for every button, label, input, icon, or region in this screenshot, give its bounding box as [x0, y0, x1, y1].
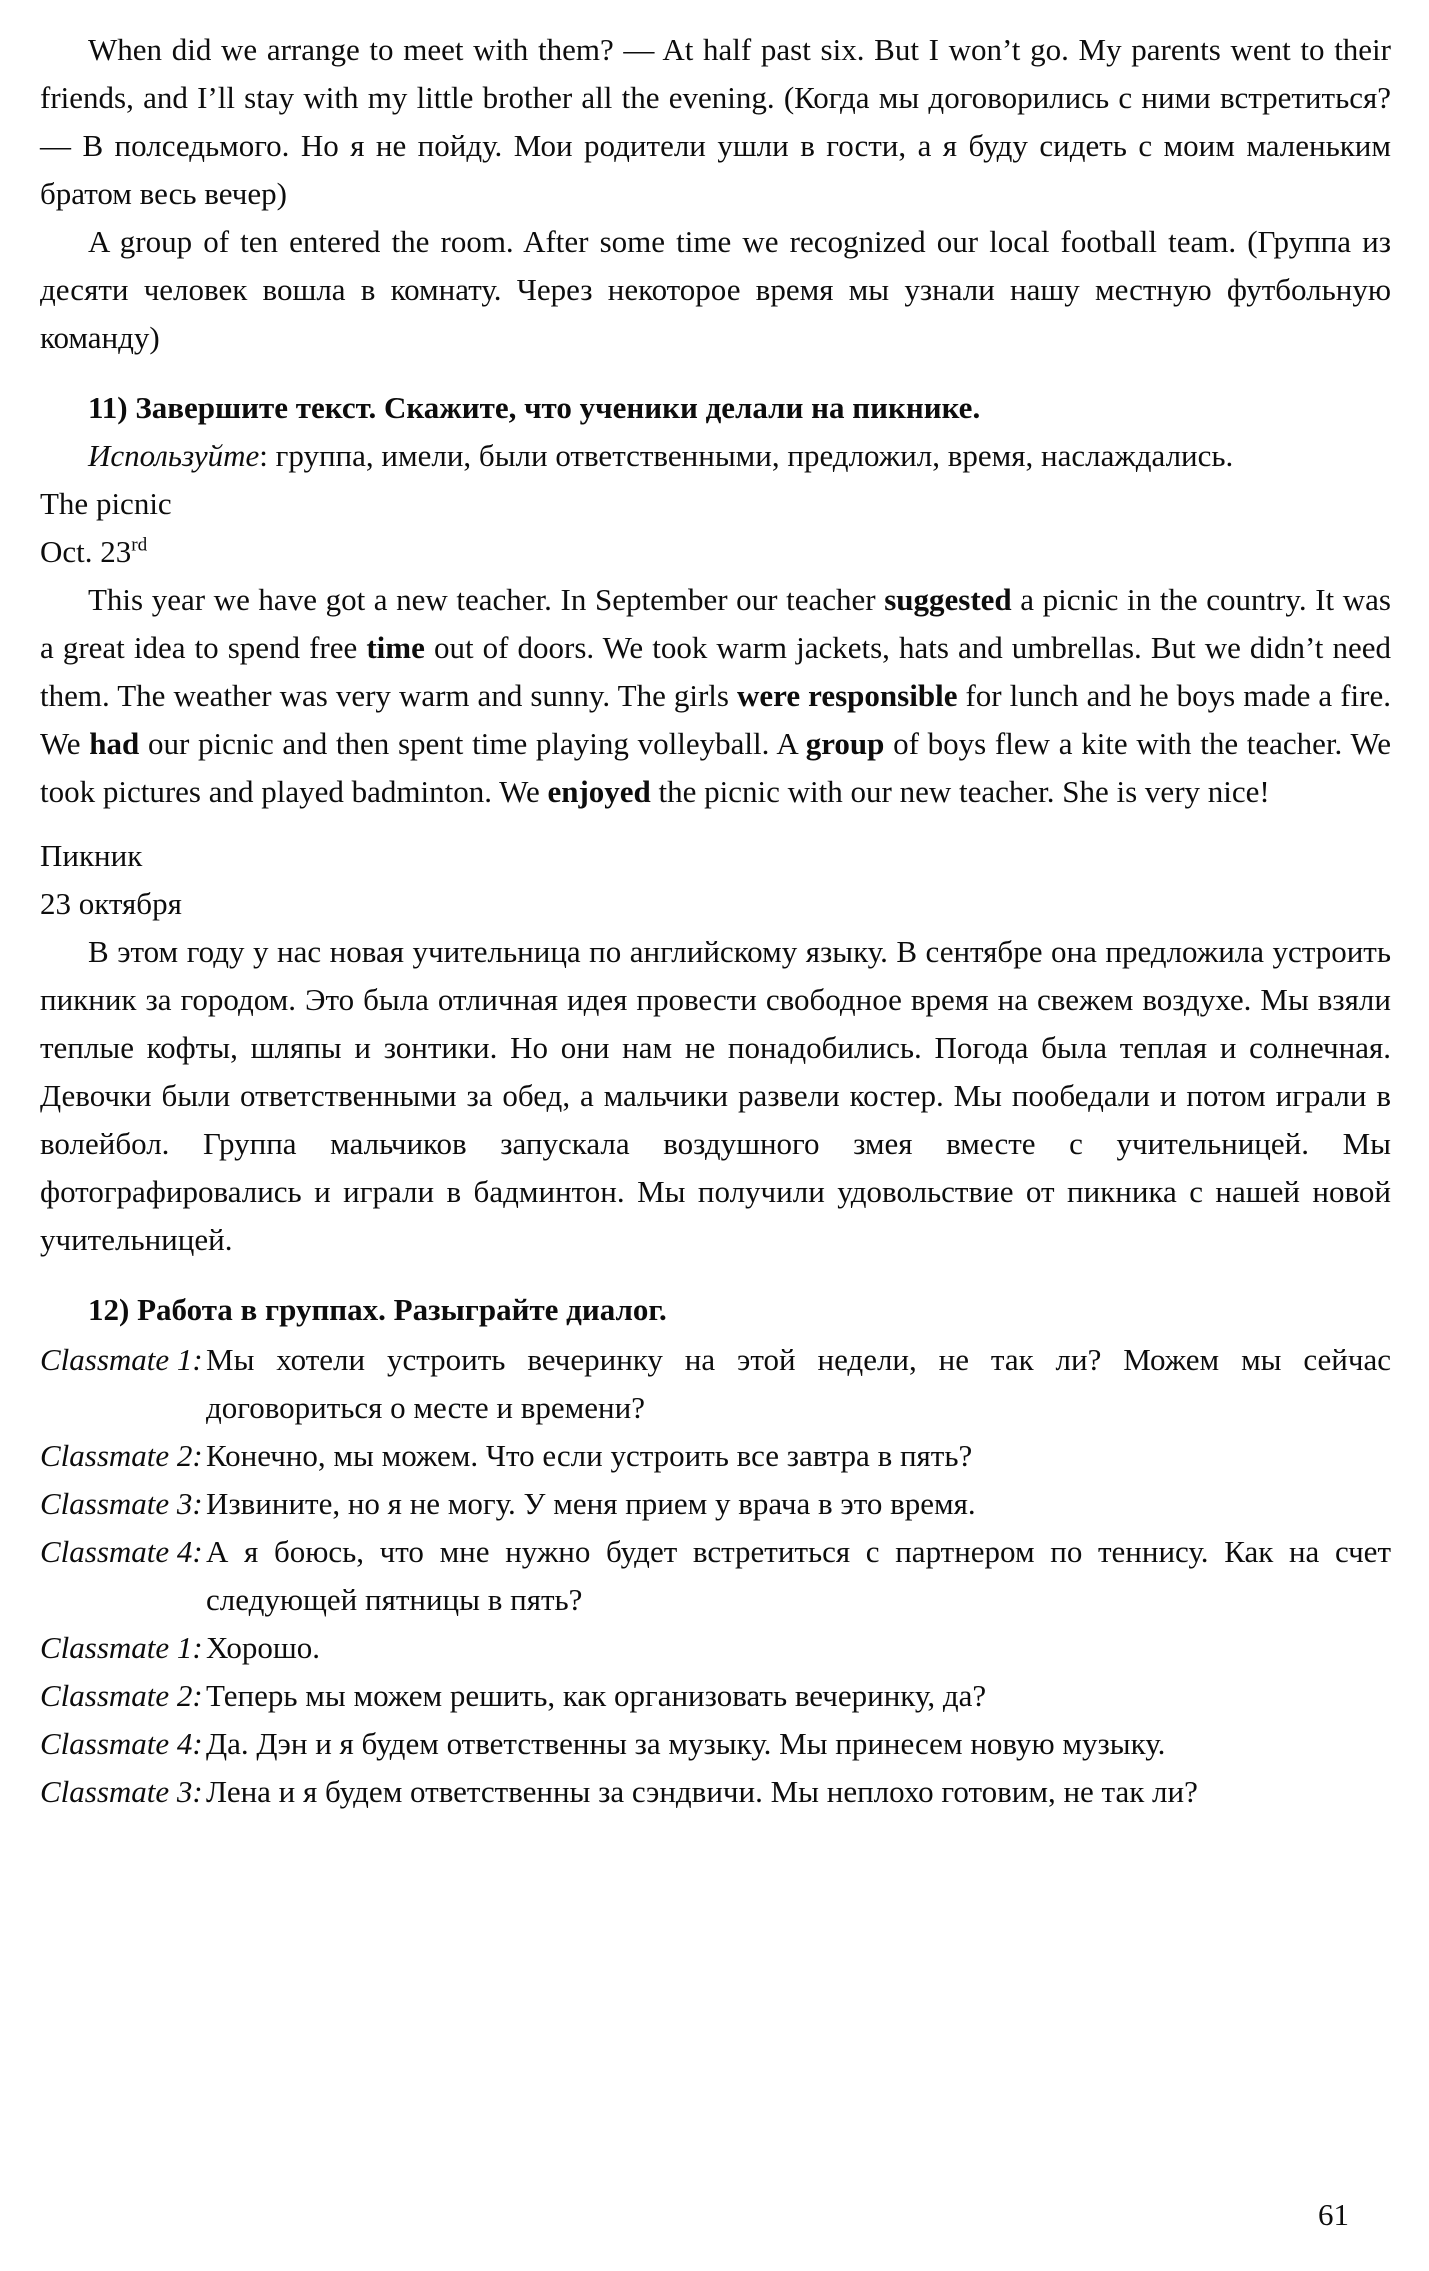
dialog-text: А я боюсь, что мне нужно будет встретиться с партнером по теннису. Как на счет следующей пятницы в пять?: [206, 1534, 1391, 1617]
page-number: 61: [1318, 2197, 1349, 2232]
dialog-text: Конечно, мы можем. Что если устроить все завтра в пять?: [206, 1438, 973, 1473]
task-11-heading: 11) Завершите текст. Скажите, что ученики делали на пикнике.: [88, 390, 981, 425]
dialog-row-7: [40, 1720, 1391, 1768]
dialog-row-5: [40, 1624, 1391, 1672]
dialog-row-8: [40, 1768, 1391, 1816]
picnic-text-ru: В этом году у нас новая учительница по английскому языку. В сентябре она предложила устроить пикник за городом. Это была отличная идея провести свободное время на свежем воздухе. Мы взяли теплые кофты, шляпы и зонтики. Но они нам не понадобились. Погода была теплая и солнечная. Девочки были ответственными за обед, а мальчики развели костер. Мы пообедали и потом играли в волейбол. Группа мальчиков запускала воздушного змея вместе с учительницей. Мы фотографировались и играли в бадминтон. Мы получили удовольствие от пикника с нашей новой учительницей.: [40, 934, 1391, 1257]
dialog-speaker: Classmate 3:: [40, 1774, 203, 1809]
dialog-row-6: [40, 1672, 1391, 1720]
dialog-speaker: Classmate 2:: [40, 1438, 203, 1473]
task-12-heading: 12) Работа в группах. Разыграйте диалог.: [88, 1292, 667, 1327]
dialog-text: Теперь мы можем решить, как организовать вечеринку, да?: [206, 1678, 987, 1713]
para-meet-arrangement: When did we arrange to meet with them? — At half past six. But I won’t go. My parents went to their friends, and I’ll stay with my little brother all the evening. (Когда мы договорились с ними встретиться? — В полседьмого. Но я не пойду. Мои родители ушли в гости, а я буду сидеть с моим маленьким братом весь вечер): [40, 32, 1391, 211]
picnic-title-en: The picnic: [40, 486, 172, 521]
picnic-title-ru: Пикник: [40, 838, 143, 873]
dialog-text: Хорошо.: [206, 1630, 321, 1665]
dialog-speaker: Classmate 4:: [40, 1726, 203, 1761]
dialog-text: Мы хотели устроить вечеринку на этой недели, не так ли? Можем мы сейчас договориться о месте и времени?: [206, 1342, 1391, 1425]
dialog-speaker: Classmate 1:: [40, 1342, 203, 1377]
dialog-row-2: [40, 1432, 1391, 1480]
picnic-date-ru: 23 октября: [40, 886, 182, 921]
dialog-row-4: [40, 1528, 1391, 1624]
dialog-speaker: Classmate 4:: [40, 1534, 203, 1569]
picnic-date-en: Oct. 23rd: [40, 534, 148, 569]
dialog: [40, 1336, 1391, 1816]
dialog-row-1: [40, 1336, 1391, 1432]
para-group-of-ten: A group of ten entered the room. After some time we recognized our local football team. (Группа из десяти человек вошла в комнату. Через некоторое время мы узнали нашу местную футбольную команду): [40, 224, 1391, 355]
dialog-speaker: Classmate 1:: [40, 1630, 203, 1665]
picnic-text-en: This year we have got a new teacher. In September our teacher suggested a picnic in the country. It was a great idea to spend free time out of doors. We took warm jackets, hats and umbrellas. But we didn’t need them. The weather was very warm and sunny. The girls were responsible for lunch and he boys made a fire. We had our picnic and then spent time playing volleyball. A group of boys flew a kite with the teacher. We took pictures and played badminton. We enjoyed the picnic with our new teacher. She is very nice!: [40, 582, 1391, 809]
task-11-instruction: Используйте: группа, имели, были ответственными, предложил, время, наслаждались.: [88, 438, 1234, 473]
dialog-text: Извините, но я не могу. У меня прием у врача в это время.: [206, 1486, 976, 1521]
dialog-speaker: Classmate 2:: [40, 1678, 203, 1713]
dialog-row-3: [40, 1480, 1391, 1528]
dialog-speaker: Classmate 3:: [40, 1486, 203, 1521]
dialog-text: Лена и я будем ответственны за сэндвичи. Мы неплохо готовим, не так ли?: [206, 1774, 1198, 1809]
dialog-text: Да. Дэн и я будем ответственны за музыку. Мы принесем новую музыку.: [206, 1726, 1166, 1761]
